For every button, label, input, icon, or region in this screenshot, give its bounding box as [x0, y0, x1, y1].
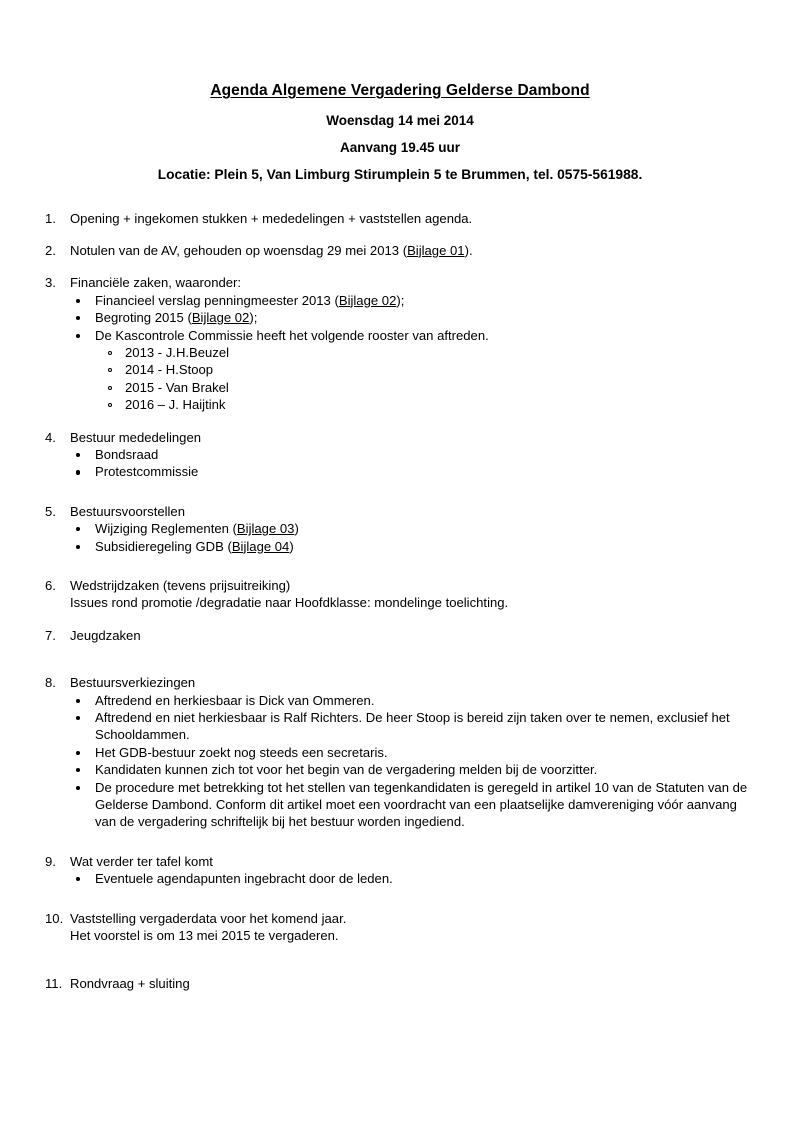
meeting-time: Aanvang 19.45 uur [339, 139, 461, 155]
list-item: Eventuele agendapunten ingebracht door de leden. [70, 870, 750, 887]
agenda-sublist [70, 520, 750, 555]
agenda-sublist [70, 292, 750, 344]
list-item: Kandidaten kunnen zich tot voor het begin van de vergadering melden bij de voorzitter. [70, 761, 750, 778]
page-title: Agenda Algemene Vergadering Gelderse Dambond [210, 82, 590, 99]
agenda-item-number: 4. [45, 429, 56, 445]
attachment-reference[interactable]: Bijlage 02 [191, 310, 250, 326]
meeting-date: Woensdag 14 mei 2014 [326, 112, 474, 128]
agenda-item-text: Bestuursvoorstellen [70, 503, 185, 519]
text-segment: ); [396, 292, 405, 308]
agenda-item-body [70, 274, 750, 413]
list-item: Protestcommissie [70, 463, 750, 480]
agenda-sublist [70, 692, 750, 831]
agenda-item-number: 8. [45, 675, 56, 691]
agenda-item-body [70, 429, 750, 481]
text-segment: Wijziging Reglementen ( [95, 521, 237, 537]
agenda-item-text: Vaststelling vergaderdata voor het komend jaar. [70, 910, 347, 926]
agenda-item-7 [45, 627, 750, 644]
text-segment: Subsidieregeling GDB ( [95, 538, 232, 554]
text-segment: Financieel verslag penningmeester 2013 ( [95, 292, 339, 308]
agenda-item-body [70, 577, 750, 612]
list-item [70, 538, 750, 555]
text-segment: De Kascontrole Commissie heeft het volgende rooster van aftreden. [95, 327, 489, 343]
attachment-reference[interactable]: Bijlage 02 [338, 292, 397, 308]
text-segment: ) [289, 538, 294, 554]
agenda-item-2 [45, 242, 750, 259]
list-item [70, 327, 750, 344]
agenda-item-text: Rondvraag + sluiting [70, 975, 190, 991]
attachment-reference[interactable]: Bijlage 03 [236, 521, 295, 537]
agenda-item-number: 1. [45, 210, 56, 226]
list-item: Aftredend en niet herkiesbaar is Ralf Richters. De heer Stoop is bereid zijn taken over te nemen, exclusief het Schooldammen. [70, 709, 750, 744]
agenda-item-number: 11. [45, 975, 63, 991]
text-segment: Notulen van de AV, gehouden op woensdag 29 mei 2013 ( [70, 242, 408, 258]
list-item: Aftredend en herkiesbaar is Dick van Ommeren. [70, 692, 750, 709]
attachment-reference[interactable]: Bijlage 04 [231, 538, 290, 554]
agenda-item-text: Het voorstel is om 13 mei 2015 te vergaderen. [70, 928, 339, 944]
agenda-item-9 [45, 853, 750, 888]
list-item: De procedure met betrekking tot het stellen van tegenkandidaten is geregeld in artikel 10 van de Statuten van de Gelderse Dambond. Conform dit artikel moet een voordracht van een plaatselijke damvereniging vóór aanvang van de vergadering schriftelijk bij het bestuur worden ingediend. [70, 779, 750, 831]
agenda-item-11 [45, 975, 750, 992]
agenda-item-3 [45, 274, 750, 413]
text-segment: Begroting 2015 ( [95, 310, 192, 326]
agenda-item-4 [45, 429, 750, 481]
list-item [70, 520, 750, 537]
list-item [70, 292, 750, 309]
text-segment: ); [249, 310, 258, 326]
text-segment: ). [464, 242, 473, 258]
agenda-list [0, 210, 800, 992]
list-item: Het GDB-bestuur zoekt nog steeds een secretaris. [70, 744, 750, 761]
agenda-item-text [70, 242, 750, 259]
agenda-item-text: Opening + ingekomen stukken + mededelingen + vaststellen agenda. [70, 210, 473, 226]
agenda-item-body [70, 210, 750, 227]
agenda-item-body [70, 910, 750, 945]
agenda-item-text: Issues rond promotie /degradatie naar Hoofdklasse: mondelinge toelichting. [70, 595, 509, 611]
agenda-item-text: Bestuur mededelingen [70, 429, 202, 445]
agenda-item-text: Jeugdzaken [70, 627, 141, 643]
agenda-item-8 [45, 674, 750, 831]
agenda-item-text: Wedstrijdzaken (tevens prijsuitreiking) [70, 578, 291, 594]
agenda-item-number: 5. [45, 503, 56, 519]
document-header [0, 0, 800, 184]
list-item: 2016 – J. Haijtink [107, 396, 750, 413]
agenda-item-number: 6. [45, 578, 56, 594]
agenda-item-5 [45, 503, 750, 555]
agenda-item-1 [45, 210, 750, 227]
agenda-sublist [70, 446, 750, 481]
list-item: 2013 - J.H.Beuzel [107, 344, 750, 361]
agenda-item-number: 3. [45, 275, 56, 291]
agenda-item-text: Bestuursverkiezingen [70, 675, 196, 691]
agenda-item-body [70, 242, 750, 259]
list-item: 2015 - Van Brakel [107, 379, 750, 396]
list-item [70, 309, 750, 326]
agenda-item-body [70, 975, 750, 992]
agenda-item-body [70, 674, 750, 831]
agenda-item-body [70, 503, 750, 555]
agenda-item-number: 9. [45, 853, 56, 869]
meeting-location: Locatie: Plein 5, Van Limburg Stirumplein 5 te Brummen, tel. 0575-561988. [157, 166, 643, 182]
attachment-reference[interactable]: Bijlage 01 [407, 242, 465, 258]
list-item: 2014 - H.Stoop [107, 361, 750, 378]
list-item: Bondsraad [70, 446, 750, 463]
agenda-item-number: 7. [45, 627, 56, 643]
agenda-item-body [70, 853, 750, 888]
agenda-sublist [70, 870, 750, 887]
agenda-item-10 [45, 910, 750, 945]
agenda-subsublist [70, 344, 750, 414]
agenda-item-text: Financiële zaken, waaronder: [70, 275, 242, 291]
text-segment: ) [294, 521, 299, 537]
agenda-item-6 [45, 577, 750, 612]
agenda-item-text: Wat verder ter tafel komt [70, 853, 213, 869]
agenda-item-number: 10. [45, 910, 64, 926]
agenda-item-number: 2. [45, 242, 56, 258]
agenda-item-body [70, 627, 750, 644]
